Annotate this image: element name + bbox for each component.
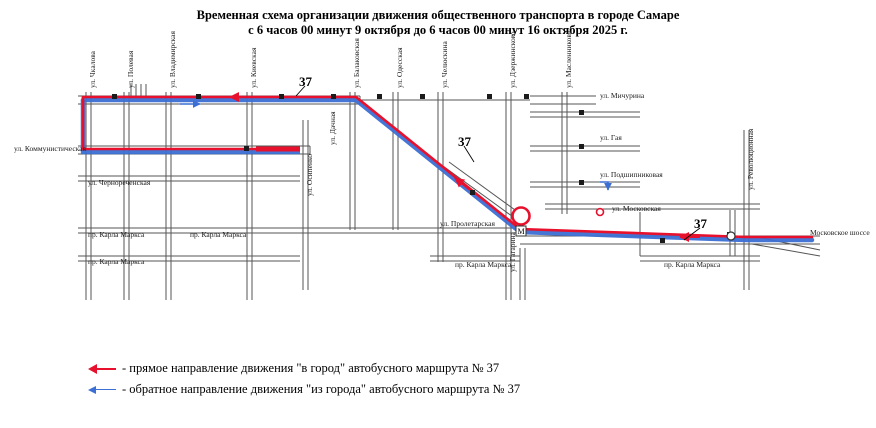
arrow-left-icon (88, 363, 118, 375)
street-label: ул. Одесская (395, 47, 404, 88)
arrow-left-icon (88, 384, 118, 396)
street-label: ул. Челюскина (440, 41, 449, 88)
street-label: ул. Мичурина (600, 91, 645, 100)
street-label: пр. Карла Маркса (88, 257, 145, 266)
legend-label: - обратное направление движения "из города" автобусного маршрута № 37 (122, 382, 521, 396)
route-number-badge: 37 (299, 74, 312, 89)
legend-item-forward (88, 358, 628, 379)
svg-text:М: М (517, 227, 525, 236)
street-label: пр. Карла Маркса (455, 260, 512, 269)
street-label: ул. Подшипниковая (600, 170, 663, 179)
street-label: пр. Карла Маркса (664, 260, 721, 269)
street-label: пр. Карла Маркса (88, 230, 145, 239)
street-label: ул. Дзержинского (508, 31, 517, 88)
title-line-2: с 6 часов 00 минут 9 октября до 6 часов 00 минут 16 октября 2025 г. (248, 23, 628, 38)
street-label: ул. Гая (600, 133, 622, 142)
legend-item-reverse (88, 379, 628, 400)
route-number-badge: 37 (694, 216, 707, 231)
street-label: ул. Владимирская (168, 31, 177, 88)
route-number-badge: 37 (458, 134, 471, 149)
street-label: ул. Московская (612, 204, 661, 213)
street-label: Московское шоссе (810, 228, 870, 237)
bus-stop-markers (112, 94, 732, 243)
street-label: ул. Осипенко (305, 153, 314, 196)
street-label: ул. Чкалова (88, 51, 97, 88)
legend (88, 358, 628, 400)
legend-label: - прямое направление движения "в город" автобусного маршрута № 37 (122, 361, 500, 375)
street-label: ул. Коммунистическая (14, 144, 86, 153)
street-label: ул. Масленникова (564, 30, 573, 88)
title-line-1: Временная схема организации движения общественного транспорта в городе Самаре (196, 8, 680, 22)
street-label: ул. Дачная (328, 111, 337, 145)
street-label: ул. Чернореченская (88, 178, 151, 187)
street-label: ул. Пролетарская (440, 219, 495, 228)
street-label: пр. Карла Маркса (190, 230, 247, 239)
street-label: ул. Гагарина (508, 232, 517, 272)
street-label: ул. Киевская (249, 47, 258, 88)
road-network (78, 84, 820, 300)
street-label: ул. Полевая (126, 50, 135, 88)
street-label: ул. Балаковская (352, 38, 361, 88)
street-label: ул. Революционная (746, 128, 755, 190)
